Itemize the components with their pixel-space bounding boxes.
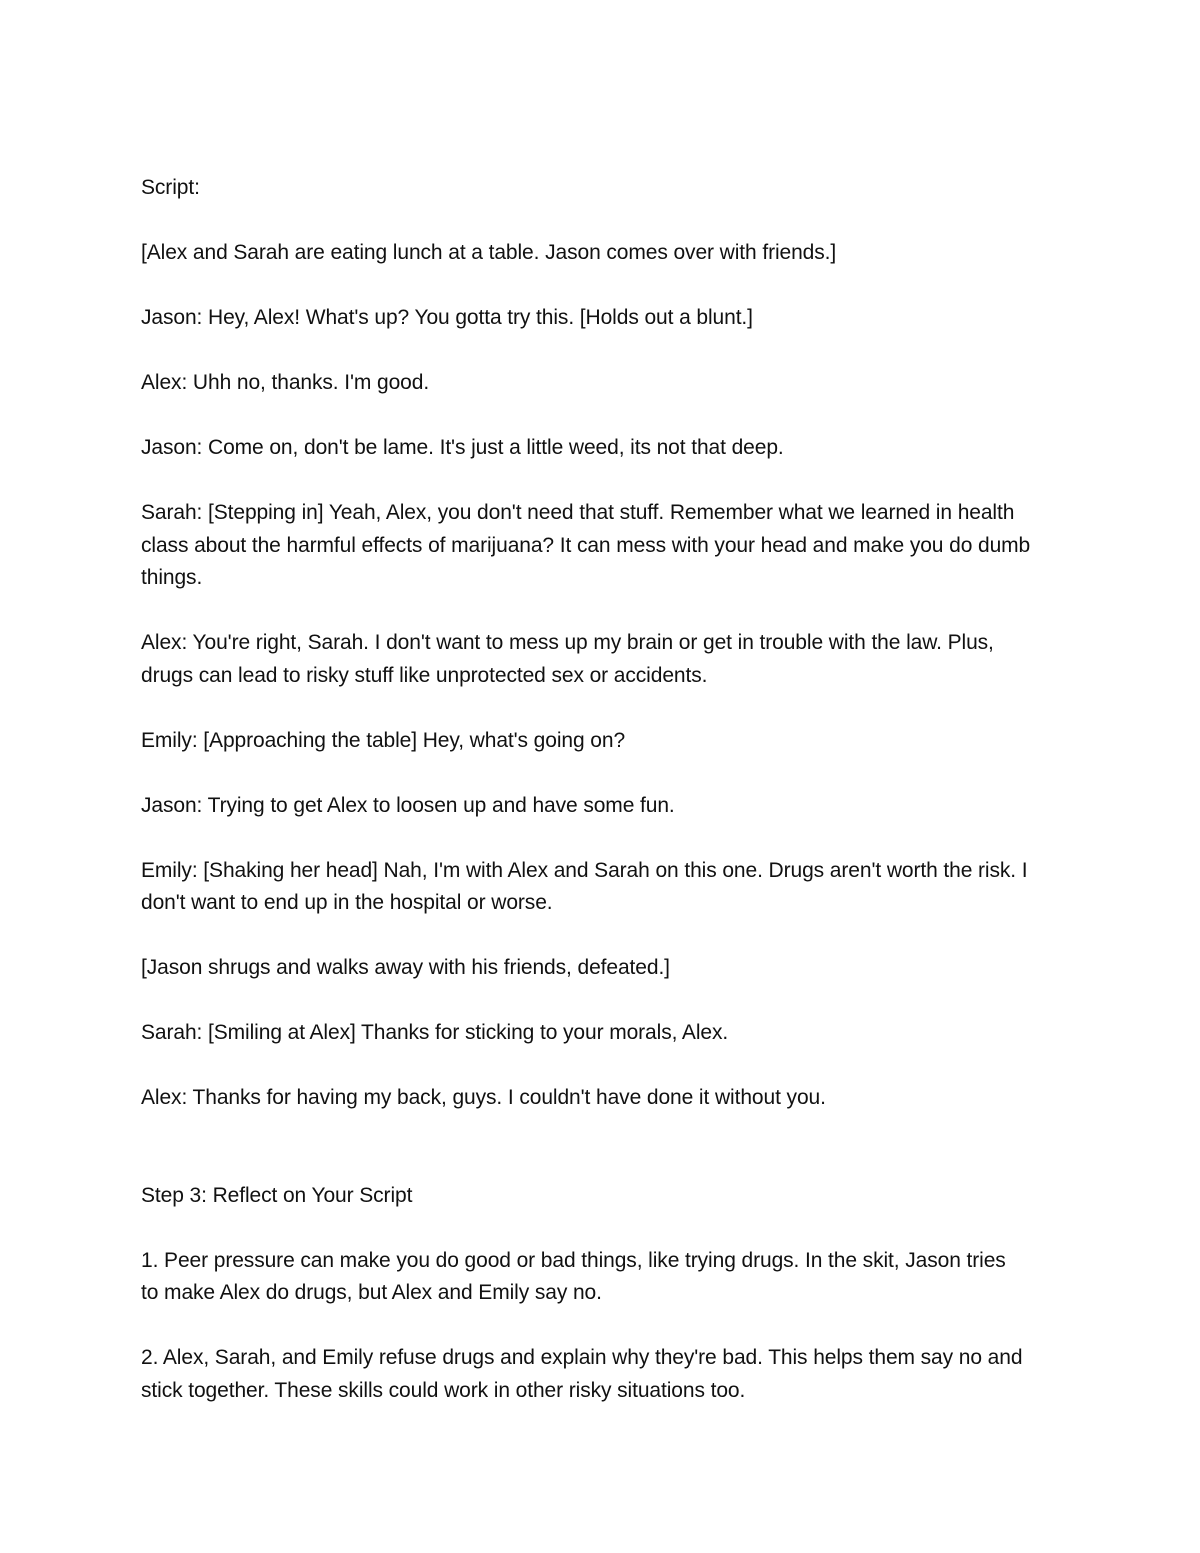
dialogue-line: Jason: Come on, don't be lame. It's just a little weed, its not that deep. [141, 436, 784, 459]
dialogue-line: Sarah: [Stepping in] Yeah, Alex, you don't need that stuff. Remember what we learned in health class about the harmful effects of marijuana? It can mess with your head and make you do dumb things. [141, 501, 1031, 589]
dialogue-line: Alex: You're right, Sarah. I don't want to mess up my brain or get in trouble with the law. Plus, drugs can lead to risky stuff like unprotected sex or accidents. [141, 631, 994, 687]
dialogue-line: Alex: Uhh no, thanks. I'm good. [141, 371, 430, 394]
script-heading: Script: [141, 176, 200, 199]
reflection-item: 1. Peer pressure can make you do good or bad things, like trying drugs. In the skit, Jason tries to make Alex do drugs, but Alex and Emily say no. [141, 1248, 1006, 1304]
dialogue-line: Jason: Hey, Alex! What's up? You gotta try this. [Holds out a blunt.] [141, 306, 753, 329]
dialogue-line: Emily: [Approaching the table] Hey, what's going on? [141, 728, 626, 752]
document-body [141, 172, 1061, 1407]
reflection-item: 2. Alex, Sarah, and Emily refuse drugs and explain why they're bad. This helps them say no and stick together. These skills could work in other risky situations too. [141, 1346, 1023, 1402]
dialogue-line: Alex: Thanks for having my back, guys. I couldn't have done it without you. [141, 1086, 826, 1109]
dialogue-line: Emily: [Shaking her head] Nah, I'm with Alex and Sarah on this one. Drugs aren't worth the risk. I don't want to end up in the hospital or worse. [141, 858, 1028, 914]
stage-direction-opening: [Alex and Sarah are eating lunch at a table. Jason comes over with friends.] [141, 241, 837, 264]
dialogue-line: Sarah: [Smiling at Alex] Thanks for sticking to your morals, Alex. [141, 1021, 729, 1044]
stage-direction-exit: [Jason shrugs and walks away with his friends, defeated.] [141, 956, 670, 979]
dialogue-line: Jason: Trying to get Alex to loosen up and have some fun. [141, 793, 675, 817]
reflection-heading: Step 3: Reflect on Your Script [141, 1183, 413, 1207]
